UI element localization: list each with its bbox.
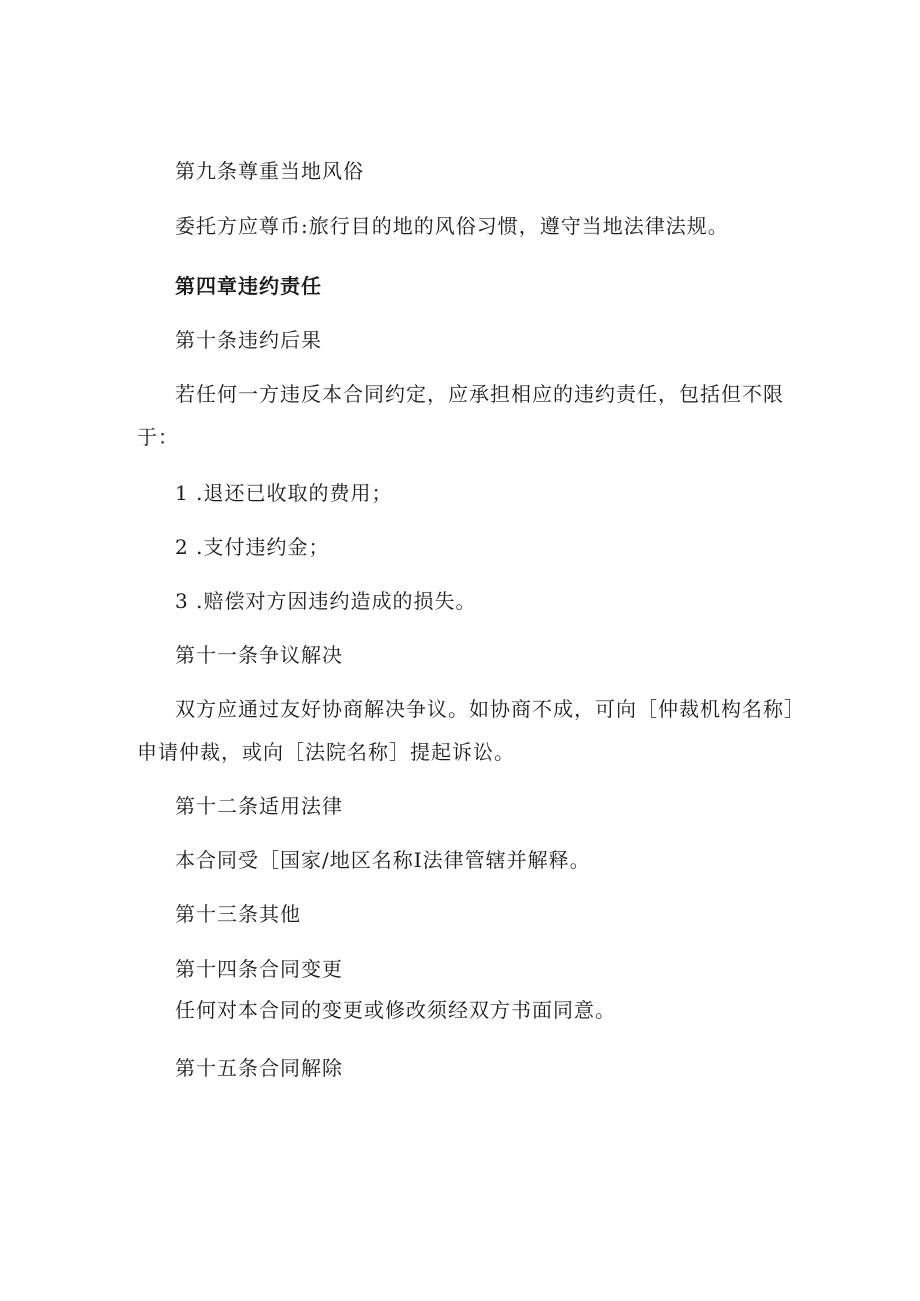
article-12-title: 第十二条适用法律 [175, 794, 343, 818]
article-10-title: 第十条违约后果 [175, 328, 322, 352]
article-12-body: 本合同受［国家/地区名称I法律管辖并解释。 [175, 848, 591, 872]
article-11-body-line-1: 双方应通过友好协商解决争议。如协商不成，可向［仲裁机构名称］ [175, 697, 805, 721]
article-14-title: 第十四条合同变更 [175, 957, 343, 981]
article-11-body-line-2: 申请仲裁，或向［法院名称］提起诉讼。 [137, 740, 515, 764]
article-9-title: 第九条尊重当地风俗 [175, 159, 364, 183]
article-10-body-line-1: 若任何一方违反本合同约定，应承担相应的违约责任，包括但不限 [175, 382, 784, 406]
article-9-body: 委托方应尊币:旅行目的地的风俗习惯，遵守当地法律法规。 [175, 214, 729, 238]
article-10-body-line-2: 于： [137, 425, 179, 449]
article-13-title: 第十三条其他 [175, 902, 301, 926]
article-14-body: 任何对本合同的变更或修改须经双方书面同意。 [175, 998, 616, 1022]
list-item: 1 .退还已收取的费用； [175, 481, 393, 505]
article-15-title: 第十五条合同解除 [175, 1056, 343, 1080]
article-11-title: 第十一条争议解决 [175, 643, 343, 667]
chapter-4-title: 第四章违约责任 [175, 274, 322, 298]
list-item: 2 .支付违约金； [175, 535, 330, 559]
list-item: 3 .赔偿对方因违约造成的损失。 [175, 589, 477, 613]
